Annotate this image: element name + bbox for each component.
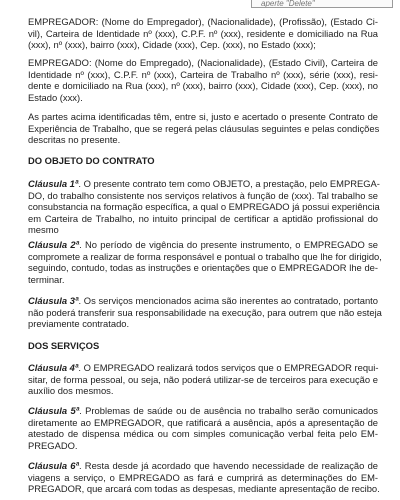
text-line bbox=[28, 295, 378, 307]
clausula-4-paragraph bbox=[28, 362, 378, 397]
clause-text: . O presente contrato tem como OBJETO, a prestação, pelo EMPREGA- bbox=[78, 178, 380, 189]
text-line: diretamente ao EMPREGADOR, que ratificará a ausência, após a apresentação de bbox=[28, 416, 378, 428]
text-line: não poderá transferir sua responsabilidade na execução, para outrem que não esteja bbox=[28, 306, 382, 318]
text-line: viagens a serviço, o EMPREGADO as fará e cumprirá as determinações do EM- bbox=[28, 471, 378, 483]
text-line: vil), Carteira de Identidade nº (xxx), C.P.F. nº (xxx), residente e domiciliado na Rua bbox=[28, 27, 378, 39]
clause-label: Cláusula 4ª bbox=[28, 362, 79, 373]
clause-label: Cláusula 1ª bbox=[28, 178, 79, 189]
text-line bbox=[28, 178, 378, 190]
text-line: PREGADO. bbox=[28, 439, 78, 451]
text-line: seguindo, contudo, todas as instruções e orientações que o EMPREGADOR lhe de- bbox=[28, 262, 378, 273]
section-heading-servicos: DOS SERVIÇOS bbox=[28, 340, 100, 351]
text-line: descritas no presente. bbox=[28, 134, 121, 145]
text-line: auxílio dos mesmos. bbox=[28, 385, 114, 396]
text-line: mesmo bbox=[28, 224, 59, 235]
delete-hint-box: aperte "Delete" bbox=[251, 0, 393, 8]
clausula-2-paragraph bbox=[28, 239, 382, 285]
text-line: As partes acima identificadas têm, entre si, justo e acertado o presente Contrato de bbox=[28, 111, 378, 122]
text-line: sitar, de forma pessoal, ou seja, não poderá utilizar-se de terceiros para execução e bbox=[28, 373, 378, 385]
empregador-paragraph bbox=[28, 16, 378, 51]
clause-label: Cláusula 2ª bbox=[28, 239, 80, 250]
text-line: Experiência de Trabalho, que se regerá pelas cláusulas seguintes e pelas condições bbox=[28, 122, 380, 134]
text-line: (xxx), nº (xxx), bairro (xxx), Cidade (xxx), Cep. (xxx), no Estado (xxx); bbox=[28, 39, 316, 50]
clause-text: . Resta desde já acordado que havendo necessidade de realização de bbox=[78, 460, 378, 471]
partes-paragraph bbox=[28, 111, 378, 146]
clause-text: . Problemas de saúde ou de ausência no trabalho serão comunicados bbox=[79, 405, 378, 416]
text-line: PREGADOR, que arcará com todas as despesas, mediante apresentação de recibo. bbox=[28, 483, 380, 494]
text-line bbox=[28, 460, 378, 472]
text-line: terminar. bbox=[28, 273, 65, 285]
text-line: dente e domiciliado na Rua (xxx), nº (xxx), bairro (xxx), Cidade (xxx), Cep. (xxx), no bbox=[28, 80, 378, 91]
clause-text: . No período de vigência do presente instrumento, o EMPREGADO se bbox=[79, 239, 378, 250]
clausula-5-paragraph bbox=[28, 405, 378, 451]
clause-text: . O EMPREGADO realizará todos serviços que o EMPREGADOR requi- bbox=[78, 362, 379, 373]
text-line: Identidade nº (xxx), C.P.F. nº (xxx), Carteira de Trabalho nº (xxx), série (xxx), resi- bbox=[28, 68, 378, 80]
text-line: compromete a realizar de forma responsável e pontual o trabalho que lhe for dirigido, bbox=[28, 250, 382, 262]
text-line bbox=[28, 405, 378, 417]
clause-label: Cláusula 5ª bbox=[28, 405, 80, 416]
empregado-paragraph bbox=[28, 57, 378, 103]
text-line: DO, do trabalho consistente nos serviços relativos à função de (xxx). Tal trabalho se bbox=[28, 189, 378, 201]
clausula-1-paragraph bbox=[28, 178, 378, 236]
text-line: atestado de dispensa médica ou com simples comunicação verbal feita pelo EM- bbox=[28, 428, 378, 439]
clausula-6-paragraph bbox=[28, 460, 378, 495]
text-line bbox=[28, 239, 378, 251]
text-line: consubstancia na formação específica, a qual o EMPREGADO já possui experiência bbox=[28, 201, 380, 212]
text-line: previamente contratado. bbox=[28, 318, 130, 329]
clausula-3-paragraph bbox=[28, 295, 382, 330]
text-line: EMPREGADO: (Nome do Empregado), (Nacionalidade), (Estado Civil), Carteira de bbox=[28, 57, 378, 68]
text-line bbox=[28, 362, 378, 374]
text-line: em Carteira de Trabalho, no intuito principal de certificar a aptidão profissional do bbox=[28, 212, 378, 224]
text-line: EMPREGADOR: (Nome do Empregador), (Nacionalidade), (Profissão), (Estado Ci- bbox=[28, 16, 378, 27]
text-line: Estado (xxx). bbox=[28, 91, 83, 103]
clause-label: Cláusula 6ª bbox=[28, 460, 79, 471]
section-heading-objeto: DO OBJETO DO CONTRATO bbox=[28, 155, 155, 166]
clause-text: . Os serviços mencionados acima são inerentes ao contratado, portanto bbox=[78, 295, 378, 306]
clause-label: Cláusula 3ª bbox=[28, 295, 79, 306]
